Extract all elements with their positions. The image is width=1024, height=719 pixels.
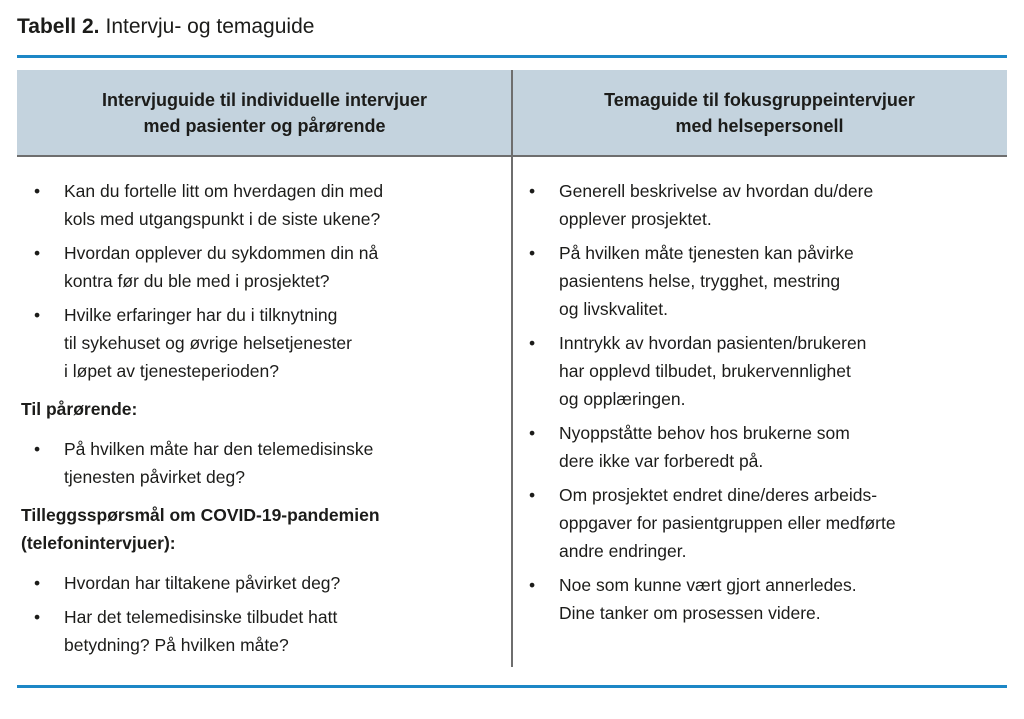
header-line: med helsepersonell [675, 115, 844, 136]
list-item-text [559, 177, 873, 233]
list-item [516, 571, 997, 627]
list-item [516, 177, 997, 233]
body-cell-theme-guide [512, 157, 1007, 667]
bullet-icon: • [34, 181, 41, 201]
text-line: tjenesten påvirket deg? [64, 467, 245, 487]
list-subheading [21, 395, 502, 423]
header-line: Intervjuguide til individuelle intervjuer [101, 89, 428, 110]
list-item-text [64, 177, 383, 233]
list-item [21, 177, 502, 233]
list-item-text [559, 239, 854, 323]
list-item [21, 301, 502, 385]
text-line: Hvordan opplever du sykdommen din nå [64, 243, 379, 263]
list-subheading [21, 501, 502, 557]
text-line: På hvilken måte tjenesten kan påvirke [559, 243, 854, 263]
bullet-icon: • [34, 439, 41, 459]
list-item [516, 329, 997, 413]
text-line: Dine tanker om prosessen videre. [559, 603, 821, 623]
list-item-text [559, 329, 866, 413]
bullet-icon: • [529, 243, 536, 263]
text-line: Om prosjektet endret dine/deres arbeids- [559, 485, 878, 505]
text-line: Hvordan har tiltakene påvirket deg? [64, 573, 341, 593]
list-item-text [64, 301, 352, 385]
list-item [516, 481, 997, 565]
bullet-icon: • [529, 423, 536, 443]
text-line: Noe som kunne vært gjort annerledes. [559, 575, 857, 595]
list-item [21, 239, 502, 295]
text-line: andre endringer. [559, 541, 687, 561]
text-line: betydning? På hvilken måte? [64, 635, 289, 655]
header-line: Temaguide til fokusgruppeintervjuer [604, 89, 915, 110]
text-line: kols med utgangspunkt i de siste ukene? [64, 209, 381, 229]
list-item [516, 419, 997, 475]
text-line: dere ikke var forberedt på. [559, 451, 764, 471]
text-line: Har det telemedisinske tilbudet hatt [64, 607, 338, 627]
text-line: opplever prosjektet. [559, 209, 712, 229]
text-line: Tilleggsspørsmål om COVID-19-pandemien [21, 505, 380, 525]
interview-guide-table [17, 70, 1007, 667]
list-item-text [64, 435, 373, 491]
bullet-icon: • [529, 333, 536, 353]
list-item [516, 239, 997, 323]
bullet-icon: • [34, 607, 41, 627]
text-line: Hvilke erfaringer har du i tilknytning [64, 305, 338, 325]
bullet-icon: • [529, 575, 536, 595]
text-line: (telefonintervjuer): [21, 533, 176, 553]
table-caption [17, 14, 1007, 40]
text-line: har opplevd tilbudet, brukervennlighet [559, 361, 851, 381]
text-line: til sykehuset og øvrige helsetjenester [64, 333, 352, 353]
header-cell-theme-guide [512, 70, 1007, 155]
text-line: Til pårørende: [21, 399, 138, 419]
column-divider [511, 70, 513, 667]
text-line: og opplæringen. [559, 389, 686, 409]
header-cell-interview-guide [17, 70, 512, 155]
bullet-icon: • [34, 243, 41, 263]
bullet-icon: • [529, 485, 536, 505]
list-item-text [559, 481, 896, 565]
list-item-text [64, 569, 340, 597]
list-item [21, 603, 502, 659]
table-caption-title: Intervju- og temaguide [105, 15, 315, 38]
list-item-text [559, 419, 850, 475]
top-rule [17, 55, 1007, 58]
header-line: med pasienter og pårørende [143, 115, 386, 136]
text-line: Kan du fortelle litt om hverdagen din med [64, 181, 384, 201]
text-line: Generell beskrivelse av hvordan du/dere [559, 181, 874, 201]
list-item-text [64, 239, 378, 295]
bullet-icon: • [34, 305, 41, 325]
list-item [21, 435, 502, 491]
text-line: i løpet av tjenesteperioden? [64, 361, 279, 381]
text-line: På hvilken måte har den telemedisinske [64, 439, 374, 459]
bullet-icon: • [529, 181, 536, 201]
text-line: kontra før du ble med i prosjektet? [64, 271, 330, 291]
text-line: og livskvalitet. [559, 299, 668, 319]
table-caption-label: Tabell 2. [17, 15, 100, 38]
list-item-text [559, 571, 857, 627]
text-line: oppgaver for pasientgruppen eller medførte [559, 513, 896, 533]
text-line: pasientens helse, trygghet, mestring [559, 271, 841, 291]
bottom-rule [17, 685, 1007, 688]
text-line: Inntrykk av hvordan pasienten/brukeren [559, 333, 867, 353]
list-item-text [64, 603, 337, 659]
bullet-icon: • [34, 573, 41, 593]
text-line: Nyoppståtte behov hos brukerne som [559, 423, 850, 443]
body-cell-interview-guide [17, 157, 512, 667]
list-item [21, 569, 502, 597]
